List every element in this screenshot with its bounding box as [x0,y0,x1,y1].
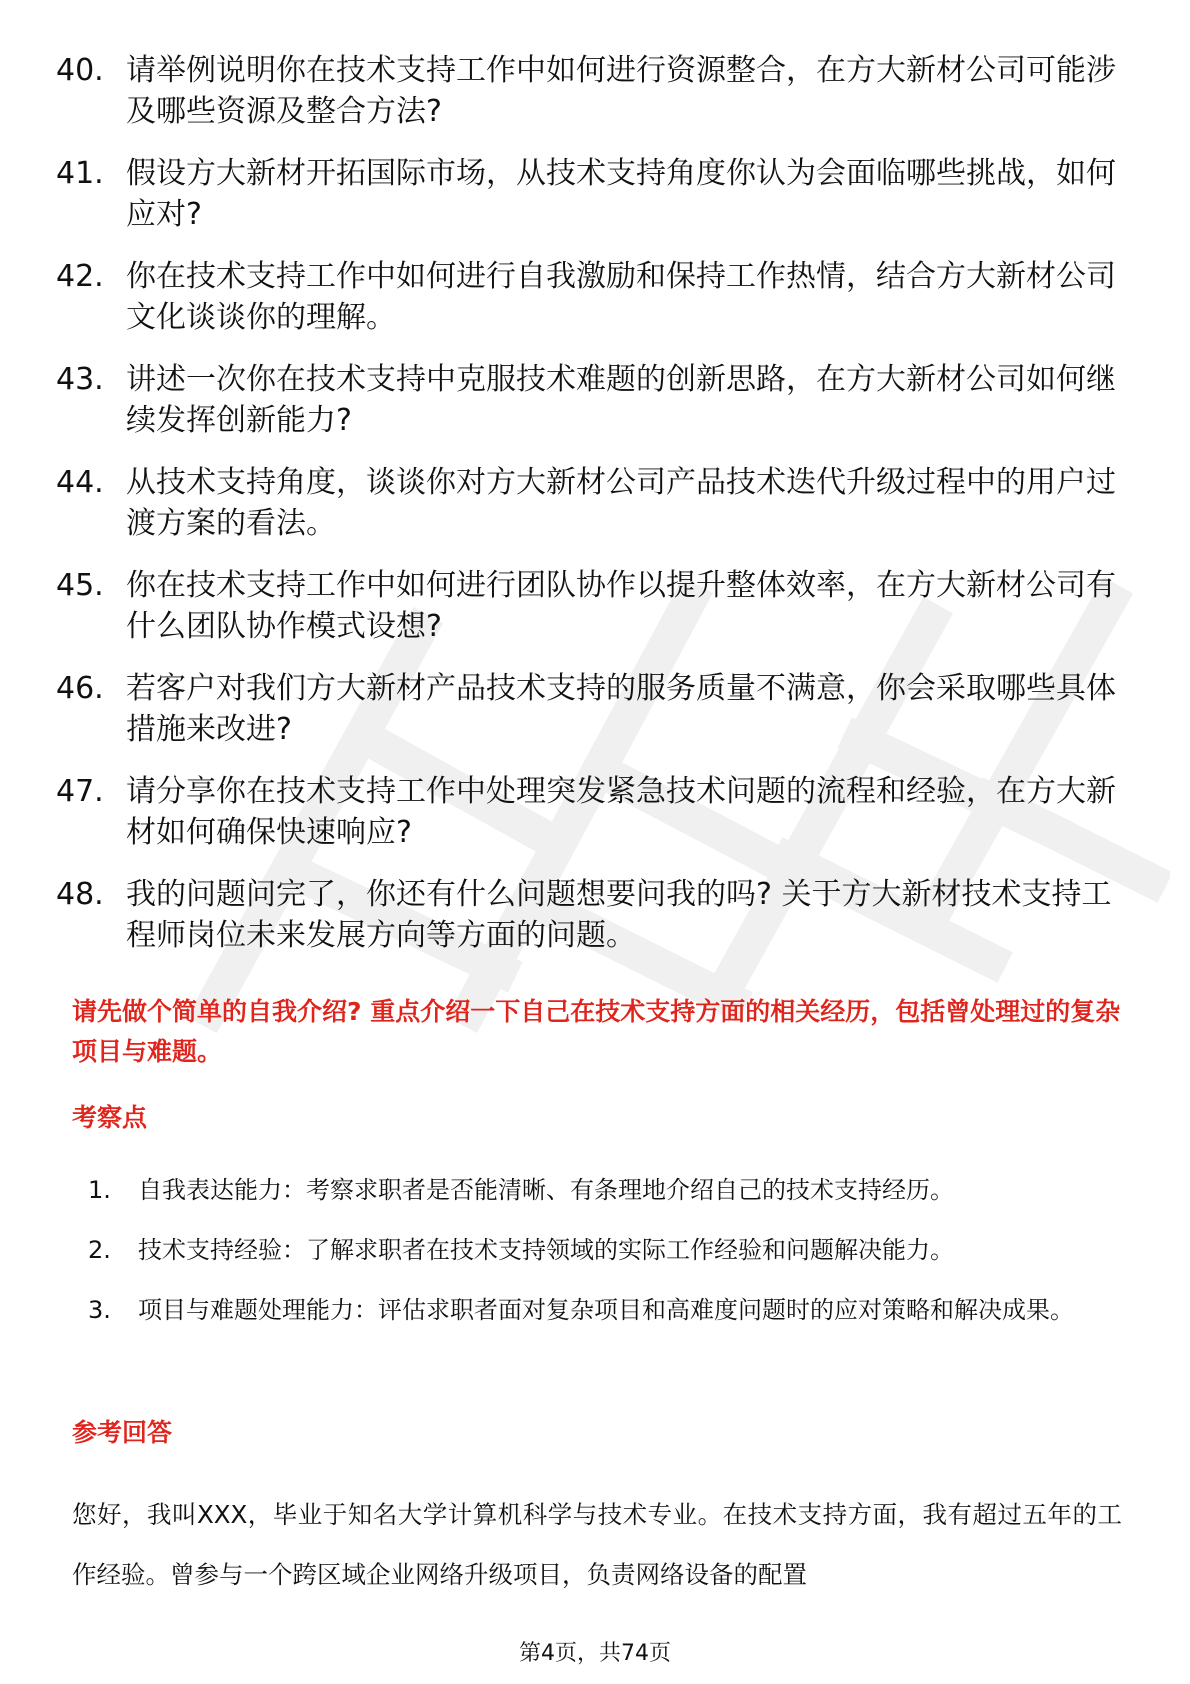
question-text: 请举例说明你在技术支持工作中如何进行资源整合，在方大新材公司可能涉及哪些资源及整合方法? [126,53,1116,129]
question-number: 41. [56,156,104,191]
question-number: 45. [56,568,104,603]
question-number: 42. [56,259,104,294]
question-number: 47. [56,774,104,809]
question-text: 假设方大新材开拓国际市场，从技术支持角度你认为会面临哪些挑战，如何应对? [126,156,1116,232]
point-text: 技术支持经验：了解求职者在技术支持领域的实际工作经验和问题解决能力。 [138,1236,954,1264]
list-item [72,1220,1132,1280]
list-item [56,668,1136,750]
question-text: 我的问题问完了，你还有什么问题想要问我的吗? 关于方大新材技术支持工程师岗位未来发展方向等方面的问题。 [126,877,1112,953]
question-number: 48. [56,877,104,912]
list-item [72,1160,1132,1220]
list-item [72,1280,1132,1340]
highlight-question: 请先做个简单的自我介绍? 重点介绍一下自己在技术支持方面的相关经历，包括曾处理过的复杂项目与难题。 [72,997,1121,1066]
question-number: 40. [56,53,104,88]
assessment-heading: 考察点 [72,1103,148,1132]
point-text: 项目与难题处理能力：评估求职者面对复杂项目和高难度问题时的应对策略和解决成果。 [138,1296,1074,1324]
list-item [56,256,1136,338]
question-text: 你在技术支持工作中如何进行自我激励和保持工作热情，结合方大新材公司文化谈谈你的理解。 [126,259,1116,335]
question-text: 讲述一次你在技术支持中克服技术难题的创新思路，在方大新材公司如何继续发挥创新能力? [126,362,1116,438]
question-number: 46. [56,671,104,706]
question-number: 43. [56,362,104,397]
point-number: 1. [88,1176,111,1204]
list-item [56,153,1136,235]
point-number: 2. [88,1236,111,1264]
page-footer: 第4页，共74页 [519,1641,671,1666]
list-item [56,771,1136,853]
reference-heading: 参考回答 [72,1418,173,1447]
question-text: 你在技术支持工作中如何进行团队协作以提升整体效率，在方大新材公司有什么团队协作模式设想? [126,568,1116,644]
reference-answer: 您好，我叫XXX，毕业于知名大学计算机科学与技术专业。在技术支持方面，我有超过五年的工作经验。曾参与一个跨区域企业网络升级项目，负责网络设备的配置 [72,1500,1122,1589]
question-text: 从技术支持角度，谈谈你对方大新材公司产品技术迭代升级过程中的用户过渡方案的看法。 [126,465,1116,541]
list-item [56,359,1136,441]
point-text: 自我表达能力：考察求职者是否能清晰、有条理地介绍自己的技术支持经历。 [138,1176,954,1204]
question-number: 44. [56,465,104,500]
list-item [56,462,1136,544]
question-list [56,50,1136,977]
question-text: 请分享你在技术支持工作中处理突发紧急技术问题的流程和经验，在方大新材如何确保快速响应? [126,774,1116,850]
list-item [56,874,1136,956]
assessment-points [72,1160,1132,1340]
list-item [56,50,1136,132]
point-number: 3. [88,1296,111,1324]
list-item [56,565,1136,647]
question-text: 若客户对我们方大新材产品技术支持的服务质量不满意，你会采取哪些具体措施来改进? [126,671,1116,747]
